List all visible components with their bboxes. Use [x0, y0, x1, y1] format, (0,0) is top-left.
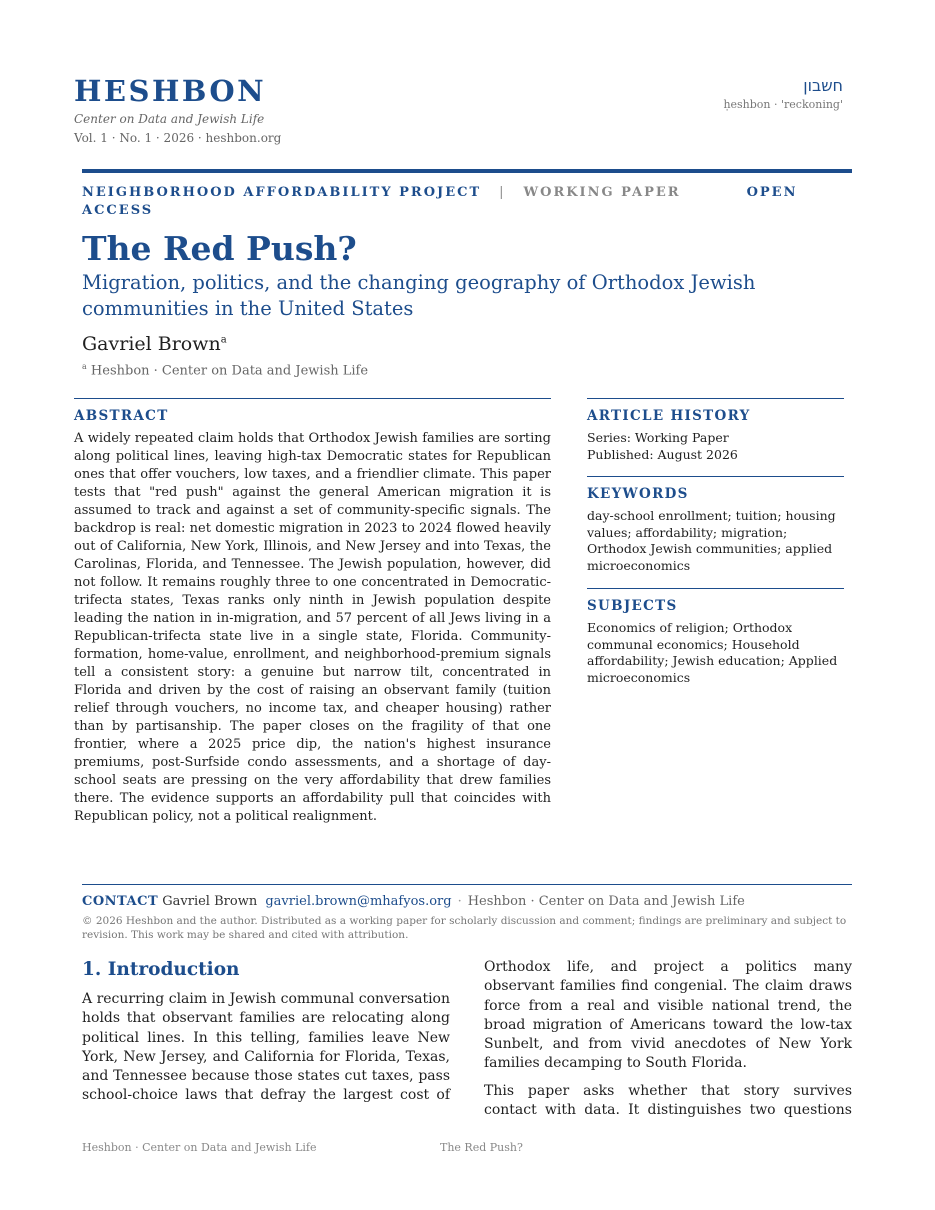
abstract-heading: ABSTRACT [74, 408, 169, 424]
body-column-left [82, 956, 450, 1106]
intro-paragraph-2: This paper asks whether that story survives contact with data. It distinguishes two questions [484, 1082, 852, 1119]
abstract-section [74, 398, 551, 826]
author-affiliation [82, 362, 368, 378]
journal-brand: HESHBON [74, 74, 267, 108]
article-title: The Red Push? [82, 229, 357, 268]
copyright-notice: © 2026 Heshbon and the author. Distributed as a working paper for scholarly discussion and comment; findings are preliminary and subject to revision. This work may be shared and cited with attribution. [82, 915, 847, 941]
contact-label: CONTACT [82, 894, 159, 909]
open-access-label: OPEN ACCESS [82, 185, 798, 218]
contact-rule [82, 884, 852, 885]
introduction-heading: 1. Introduction [82, 959, 240, 980]
contact-org: Heshbon · Center on Data and Jewish Life [467, 894, 745, 909]
contact-name: Gavriel Brown [162, 894, 258, 909]
top-rule [82, 169, 852, 173]
article-subtitle: Migration, politics, and the changing geography of Orthodox Jewish communities in the United States [82, 271, 756, 320]
affiliation-mark: a [82, 362, 87, 371]
keywords-text: day-school enrollment; tuition; housing values; affordability; migration; Orthodox Jewish communities; applied microeconomics [587, 508, 836, 573]
abstract-text: A widely repeated claim holds that Orthodox Jewish families are sorting along political lines, leaving high-tax Democratic states for Republican ones that offer vouchers, low taxes, and a friendlier climate. This paper tests that "red push" against the general American migration it is assumed to track and against a set of community-specific signals. The backdrop is real: net domestic migration in 2023 to 2024 flowed heavily out of California, New York, Illinois, and New Jersey and into Texas, the Carolinas, Florida, and Tennessee. The Jewish population, however, did not follow. It remains roughly three to one concentrated in Democratic-trifecta states, Texas ranks only ninth in Jewish population despite leading the nation in in-migration, and 57 percent of all Jews living in a Republican-trifecta state live in a single state, Florida. Community-formation, home-value, enrollment, and neighborhood-premium signals tell a consistent story: a genuine but narrow tilt, concentrated in Florida and driven by the cost of raising an observant family (tuition relief through vouchers, no income tax, and cheaper housing) rather than by partisanship. The paper closes on the fragility of that one frontier, where a 2025 price dip, the nation's highest insurance premiums, post-Surfside condo assessments, and a shortage of day-school seats are pressing on the very affordability that drew families there. The evidence supports an affordability pull that coincides with Republican policy, not a political realignment. [74, 431, 551, 824]
contact-email-link[interactable]: gavriel.brown@mhafyos.org [265, 894, 452, 909]
journal-tagline: Center on Data and Jewish Life [74, 112, 265, 126]
history-series: Series: Working Paper [587, 430, 729, 445]
author-affiliation-mark: a [220, 334, 227, 346]
keywords-heading: KEYWORDS [587, 486, 689, 502]
author-name [82, 333, 227, 355]
contact-separator: · [457, 894, 462, 909]
history-published: Published: August 2026 [587, 446, 738, 462]
project-line [82, 184, 852, 220]
footer-running-title: The Red Push? [440, 1141, 523, 1154]
intro-paragraph-1-continued: Orthodox life, and project a politics many observant families find congenial. The claim draws force from a real and visible national trend, the broad migration of Americans toward the low-tax Sunbelt, and from vivid anecdotes of New York families decamping to South Florida. [484, 959, 852, 1072]
paper-type: WORKING PAPER [523, 185, 681, 200]
article-history-heading: ARTICLE HISTORY [587, 408, 751, 424]
footer-journal: Heshbon · Center on Data and Jewish Life [82, 1141, 317, 1154]
keywords-section [587, 476, 844, 574]
body-column-right [484, 956, 852, 1120]
contact-line [82, 894, 745, 909]
project-name: NEIGHBORHOOD AFFORDABILITY PROJECT [82, 185, 482, 200]
subjects-section [587, 588, 844, 686]
subjects-heading: SUBJECTS [587, 598, 678, 614]
project-separator: | [499, 185, 506, 200]
article-history-section [587, 398, 844, 463]
affiliation-text: Heshbon · Center on Data and Jewish Life [90, 363, 369, 379]
hebrew-name: חשבון [803, 76, 843, 95]
author-name-text: Gavriel Brown [82, 333, 221, 355]
subjects-text: Economics of religion; Orthodox communal economics; Household affordability; Jewish education; Applied microeconomics [587, 620, 838, 685]
intro-paragraph-1: A recurring claim in Jewish communal conversation holds that observant families are relocating along political lines. In this telling, families leave New York, New Jersey, and California for Florida, Texas, and Tennessee because those states cut taxes, pass school-choice laws that defray the largest cost of [82, 991, 450, 1104]
volume-line: Vol. 1 · No. 1 · 2026 · heshbon.org [74, 131, 282, 145]
transliteration: ḥeshbon · 'reckoning' [723, 98, 843, 111]
